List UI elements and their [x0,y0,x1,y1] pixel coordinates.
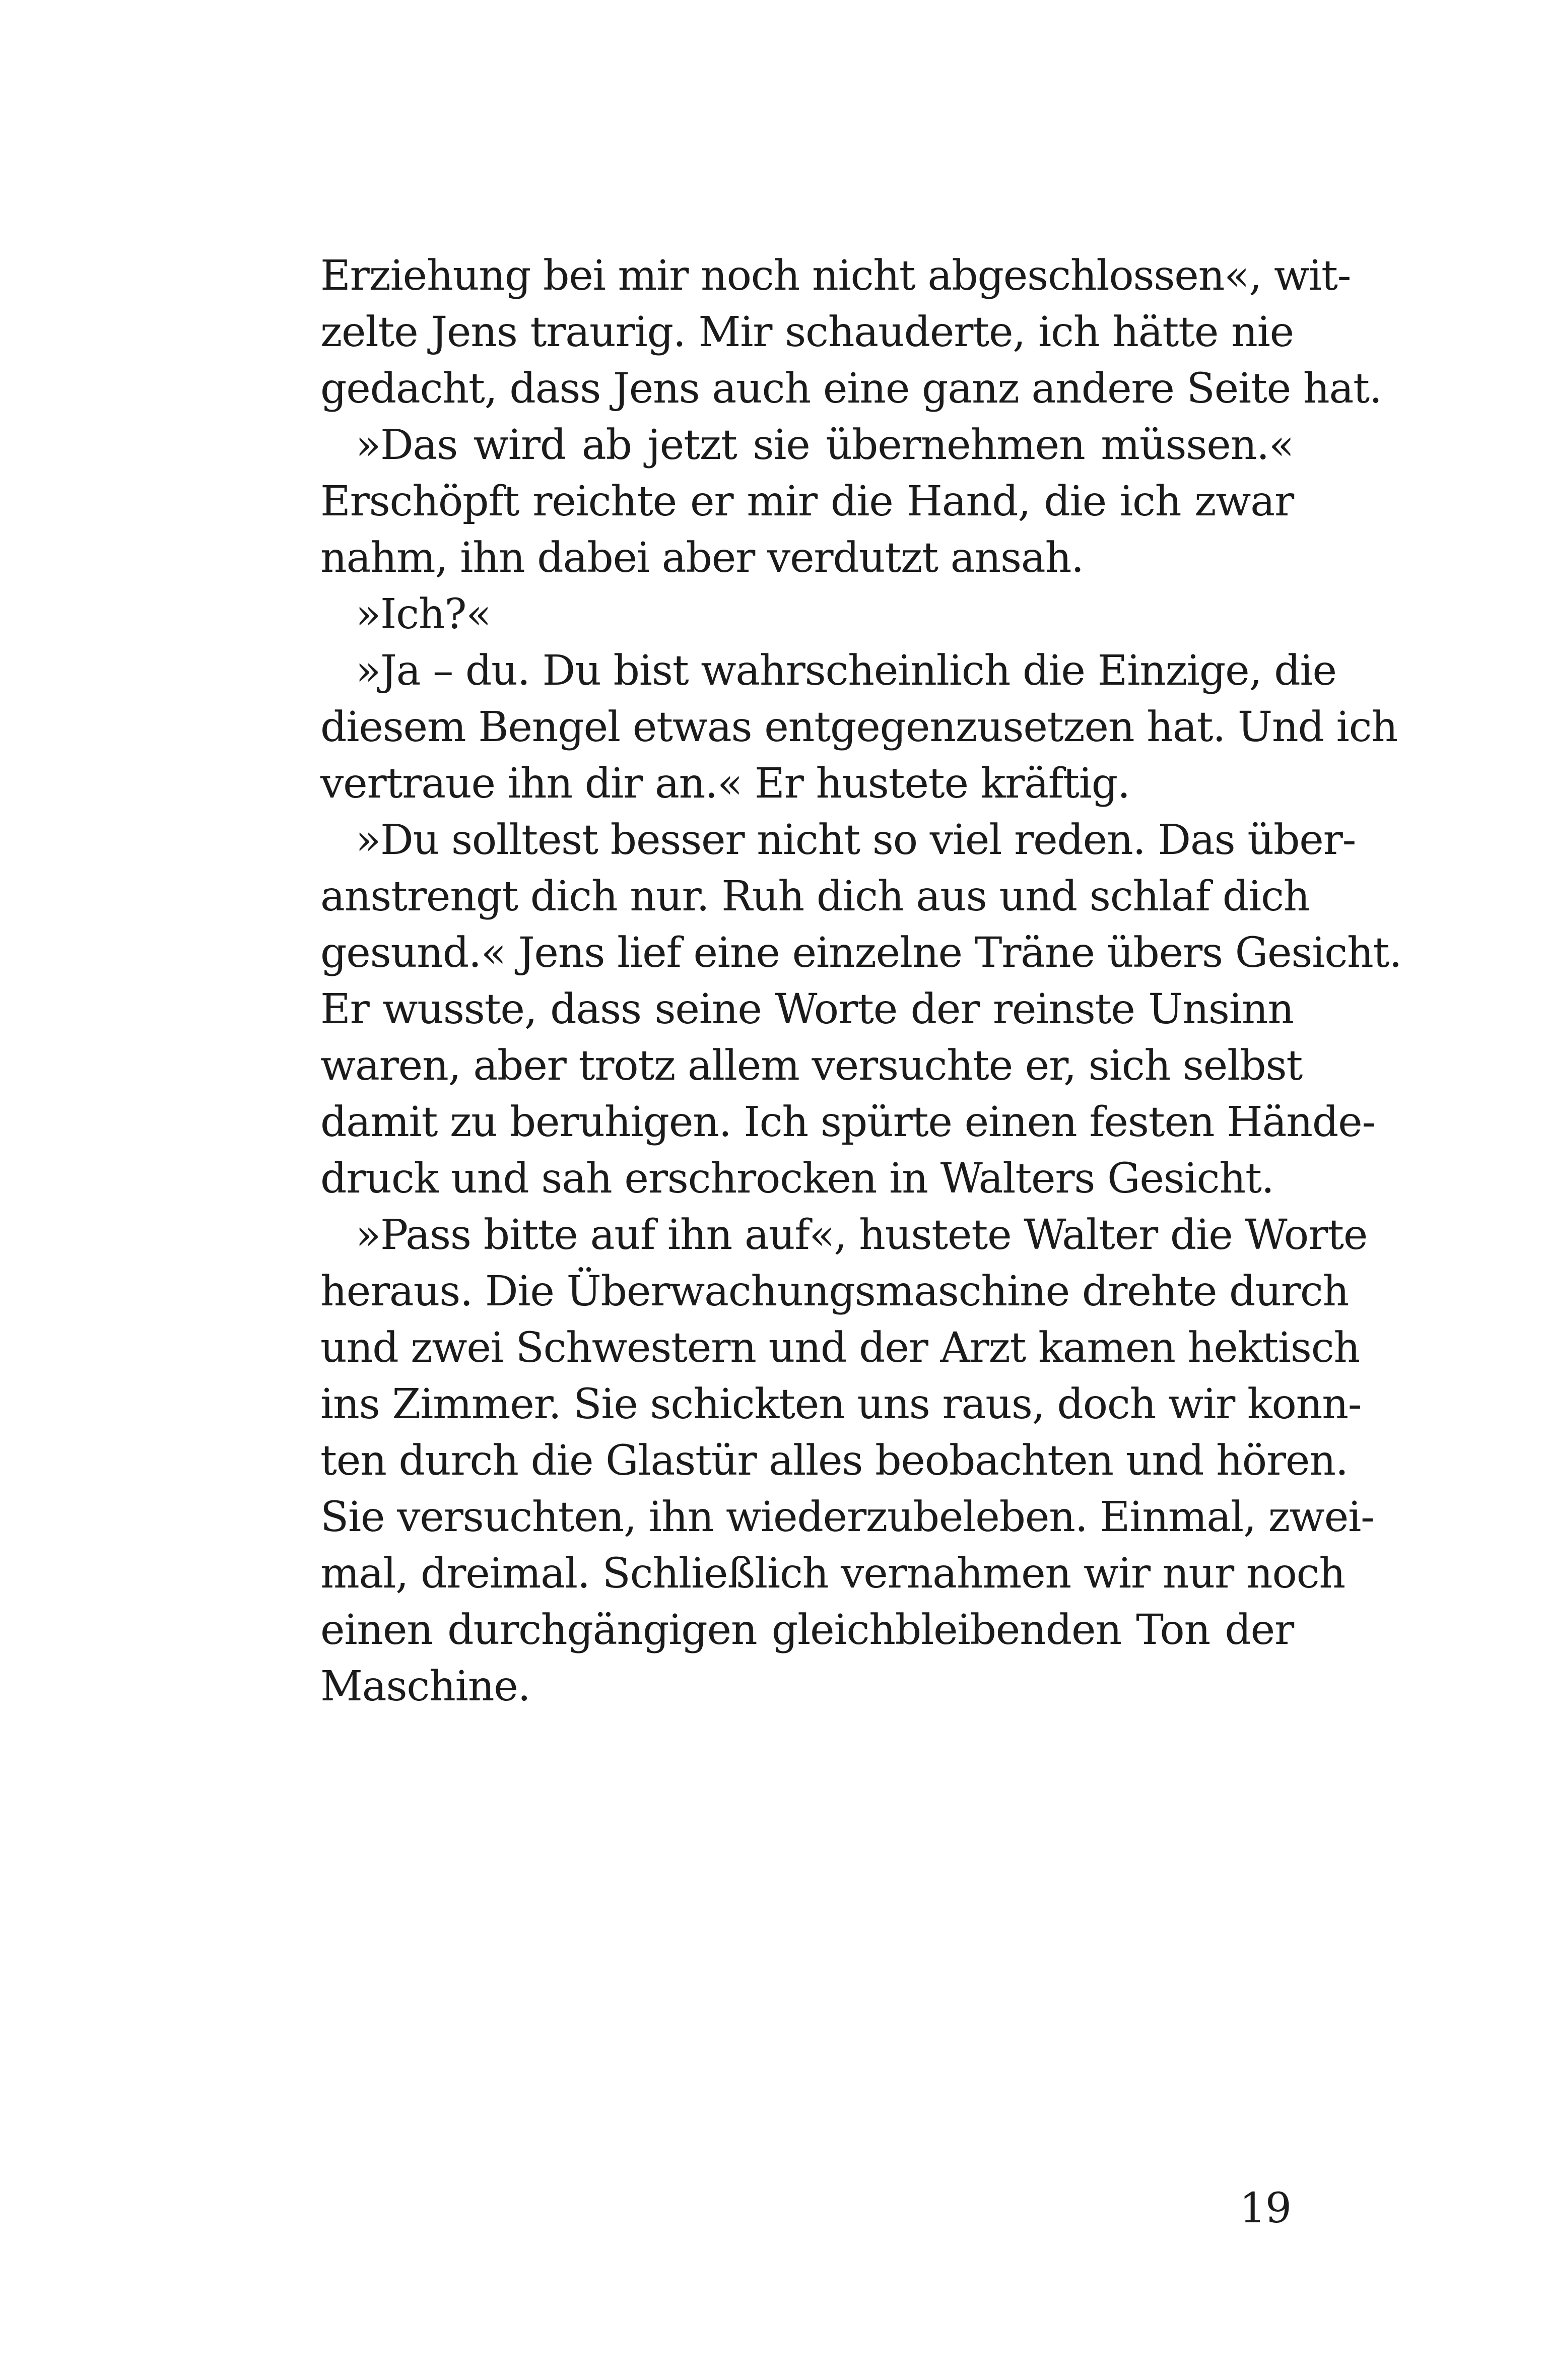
text-line: »Ja – du. Du bist wahrscheinlich die Einzige, die [356,647,1336,695]
text-line: Sie versuchten, ihn wiederzubeleben. Einmal, zwei- [320,1493,1374,1541]
text-line: Erziehung bei mir noch nicht abgeschlossen«, wit- [320,252,1351,300]
text-line: zelte Jens traurig. Mir schauderte, ich hätte nie [320,308,1294,356]
text-line: »Du solltest besser nicht so viel reden. Das über- [356,816,1356,864]
text-line: vertraue ihn dir an.« Er hustete kräftig. [320,760,1130,808]
text-line: Maschine. [320,1663,530,1710]
text-line: gesund.« Jens lief eine einzelne Träne übers Gesicht. [320,929,1402,977]
text-line: druck und sah erschrocken in Walters Gesicht. [320,1155,1274,1203]
text-line: und zwei Schwestern und der Arzt kamen hektisch [320,1324,1360,1372]
text-line: mal, dreimal. Schließlich vernahmen wir nur noch [320,1550,1345,1598]
page-number: 19 [1239,2185,1291,2232]
text-line: »Pass bitte auf ihn auf«, hustete Walter die Worte [356,1211,1368,1259]
text-line: heraus. Die Überwachungsmaschine drehte durch [320,1268,1349,1315]
text-line: Erschöpft reichte er mir die Hand, die ich zwar [320,478,1294,525]
text-line: waren, aber trotz allem versuchte er, sich selbst [320,1042,1303,1090]
text-line: ins Zimmer. Sie schickten uns raus, doch wir konn- [320,1380,1362,1428]
text-line: nahm, ihn dabei aber verdutzt ansah. [320,534,1084,582]
text-line: gedacht, dass Jens auch eine ganz andere Seite hat. [320,365,1382,413]
text-line: »Ich?« [356,590,491,638]
text-line: Er wusste, dass seine Worte der reinste Unsinn [320,985,1294,1033]
text-line: damit zu beruhigen. Ich spürte einen festen Hände- [320,1098,1376,1146]
text-line: ten durch die Glastür alles beobachten und hören. [320,1437,1348,1485]
body-text [320,248,1402,1715]
text-line: einen durchgängigen gleichbleibenden Ton der [320,1606,1294,1654]
text-line: diesem Bengel etwas entgegenzusetzen hat. Und ich [320,703,1398,751]
text-line: »Das wird ab jetzt sie übernehmen müssen.« [356,421,1294,469]
text-line: anstrengt dich nur. Ruh dich aus und schlaf dich [320,873,1310,920]
